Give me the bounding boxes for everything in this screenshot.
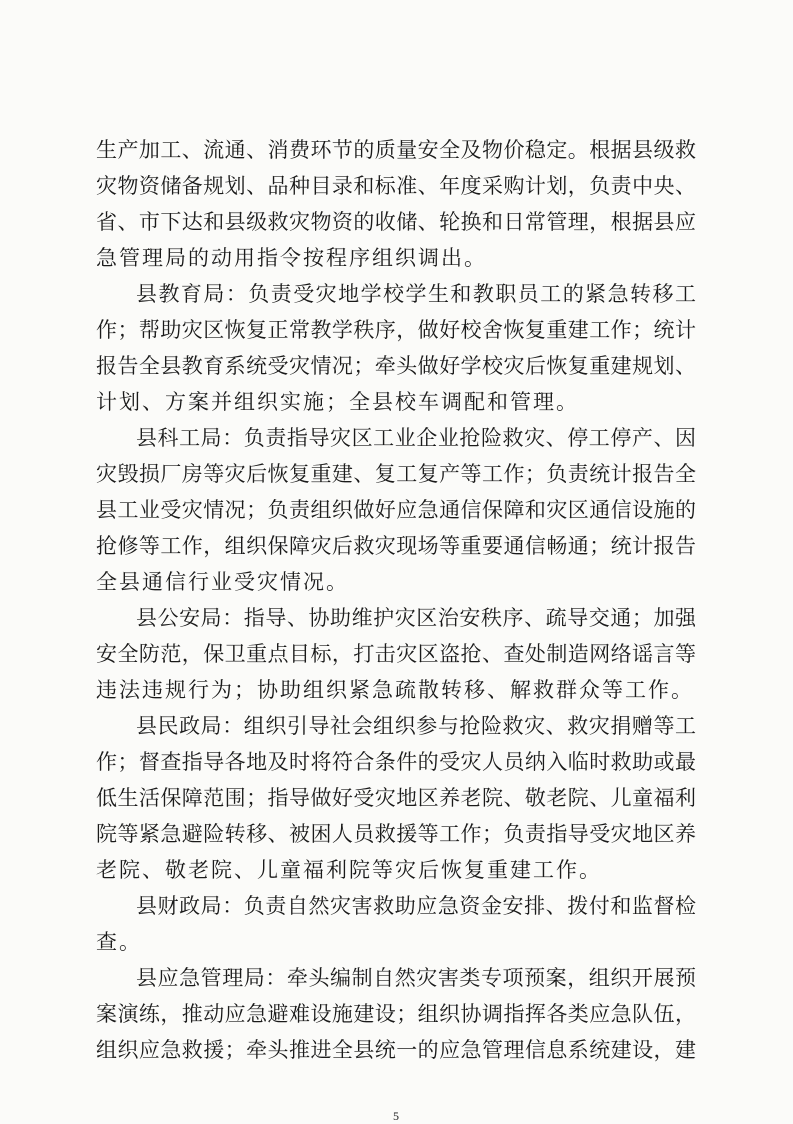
text-line: 组织应急救援；牵头推进全县统一的应急管理信息系统建设，建 [96, 1038, 696, 1062]
paragraph [96, 888, 696, 960]
text-line: 违法违规行为；协助组织紧急疏散转移、解救群众等工作。 [96, 678, 694, 702]
text-line: 院等紧急避险转移、被困人员救援等工作；负责指导受灾地区养 [96, 822, 696, 846]
text-line: 县应急管理局：牵头编制自然灾害类专项预案，组织开展预 [136, 966, 696, 990]
document-body [96, 132, 696, 1068]
text-line: 查。 [96, 930, 142, 954]
text-line: 县科工局：负责指导灾区工业企业抢险救灾、停工停产、因 [136, 426, 696, 450]
page-number: 5 [393, 1109, 399, 1123]
paragraph [96, 420, 696, 600]
text-line: 全县通信行业受灾情况。 [96, 570, 349, 594]
text-line: 县教育局：负责受灾地学校学生和教职员工的紧急转移工 [136, 282, 696, 306]
text-line: 省、市下达和县级救灾物资的收储、轮换和日常管理，根据县应 [96, 210, 696, 234]
text-line: 县财政局：负责自然灾害救助应急资金安排、拨付和监督检 [136, 894, 696, 918]
paragraph [96, 708, 696, 888]
paragraph [96, 276, 696, 420]
text-line: 县民政局：组织引导社会组织参与抢险救灾、救灾捐赠等工 [136, 714, 696, 738]
text-line: 老院、敬老院、儿童福利院等灾后恢复重建工作。 [96, 858, 602, 882]
text-line: 计划、方案并组织实施；全县校车调配和管理。 [96, 390, 579, 414]
text-line: 报告全县教育系统受灾情况；牵头做好学校灾后恢复重建规划、 [96, 354, 696, 378]
text-line: 灾毁损厂房等灾后恢复重建、复工复产等工作；负责统计报告全 [96, 462, 696, 486]
text-line: 案演练，推动应急避难设施建设；组织协调指挥各类应急队伍， [96, 1002, 696, 1026]
text-line: 抢修等工作，组织保障灾后救灾现场等重要通信畅通；统计报告 [96, 534, 696, 558]
page-content [96, 132, 696, 1124]
text-line: 生产加工、流通、消费环节的质量安全及物价稳定。根据县级救 [96, 138, 696, 162]
paragraph [96, 132, 696, 276]
paragraph [96, 600, 696, 708]
text-line: 县公安局：指导、协助维护灾区治安秩序、疏导交通；加强 [136, 606, 696, 630]
text-line: 急管理局的动用指令按程序组织调出。 [96, 246, 487, 270]
text-line: 安全防范，保卫重点目标，打击灾区盗抢、查处制造网络谣言等 [96, 642, 696, 666]
text-line: 灾物资储备规划、品种目录和标准、年度采购计划，负责中央、 [96, 174, 696, 198]
text-line: 作；帮助灾区恢复正常教学秩序，做好校舍恢复重建工作；统计 [96, 318, 696, 342]
text-line: 作；督查指导各地及时将符合条件的受灾人员纳入临时救助或最 [96, 750, 696, 774]
paragraph [96, 960, 696, 1068]
text-line: 低生活保障范围；指导做好受灾地区养老院、敬老院、儿童福利 [96, 786, 696, 810]
text-line: 县工业受灾情况；负责组织做好应急通信保障和灾区通信设施的 [96, 498, 696, 522]
